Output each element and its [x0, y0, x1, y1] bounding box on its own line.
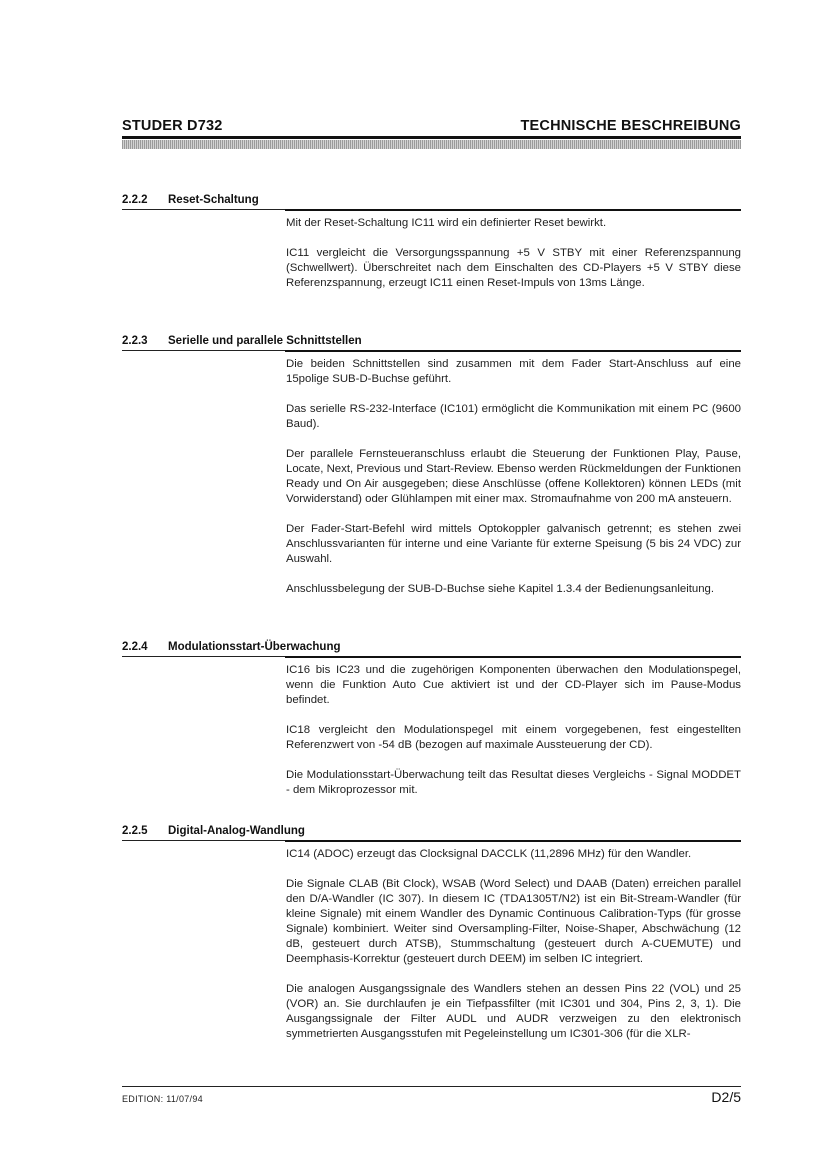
section-body: [286, 216, 741, 291]
paragraph: Die Signale CLAB (Bit Clock), WSAB (Word Select) und DAAB (Daten) erreichen parallel den D/A-Wandler (IC 307). In diesem IC (TDA1305T/N2) ist ein Bit-Stream-Wandler (für kleine Signale) mit einem Wandler des Dynamic Continuous Calibration-Typs (für grosse Signale) kombiniert. Weiter sind Oversampling-Filter, Noise-Shaper, Abschwächung (12 dB, gesteuert durch ATSB), Stummschaltung (gesteuert durch A-CUEMUTE) und Deemphasis-Korrektur (gesteuert durch DEEM) im selben IC integriert.: [286, 878, 741, 965]
section-body: [286, 847, 741, 1042]
footer-edition: EDITION: 11/07/94: [122, 1094, 203, 1104]
footer-page-number: D2/5: [711, 1089, 741, 1105]
section-number: 2.2.2: [122, 194, 148, 206]
paragraph: Die beiden Schnittstellen sind zusammen mit dem Fader Start-Anschluss auf eine 15polige SUB-D-Buchse geführt.: [286, 358, 741, 385]
header-band: [122, 140, 741, 149]
section-title: Modulationsstart-Überwachung: [168, 641, 341, 653]
section-title: Digital-Analog-Wandlung: [168, 825, 305, 837]
section-rule-accent: [285, 209, 741, 211]
footer-rule: [122, 1086, 741, 1087]
section-heading: [122, 335, 741, 351]
section-body: [286, 663, 741, 798]
paragraph: IC16 bis IC23 und die zugehörigen Komponenten überwachen den Modulationspegel, wenn die Funktion Auto Cue aktiviert ist und der CD-Player sich im Pause-Modus befindet.: [286, 664, 741, 706]
paragraph: Die Modulationsstart-Überwachung teilt das Resultat dieses Vergleichs - Signal MODDET - dem Mikroprozessor mit.: [286, 769, 741, 796]
section-modulation-start: [122, 641, 741, 798]
paragraph: IC11 vergleicht die Versorgungsspannung +5 V STBY mit einer Referenzspannung (Schwellwert). Überschreitet nach dem Einschalten des CD-Players +5 V STBY diese Referenzspannung, erzeugt IC11 einen Reset-Impuls von 13ms Länge.: [286, 247, 741, 289]
paragraph: Mit der Reset-Schaltung IC11 wird ein definierter Reset bewirkt.: [286, 217, 607, 229]
paragraph: IC14 (ADOC) erzeugt das Clocksignal DACCLK (11,2896 MHz) für den Wandler.: [286, 848, 692, 860]
section-dac: [122, 825, 741, 1042]
section-heading: [122, 641, 741, 657]
section-title: Reset-Schaltung: [168, 194, 259, 206]
section-body: [286, 357, 741, 597]
section-interfaces: [122, 335, 741, 597]
section-title: Serielle und parallele Schnittstellen: [168, 335, 362, 347]
paragraph: Das serielle RS-232-Interface (IC101) ermöglicht die Kommunikation mit einem PC (9600 Baud).: [286, 403, 741, 430]
paragraph: Der Fader-Start-Befehl wird mittels Optokoppler galvanisch getrennt; es stehen zwei Anschlussvarianten für interne und eine Variante für externe Speisung (5 bis 24 VDC) zur Auswahl.: [286, 523, 741, 565]
section-reset: [122, 194, 741, 291]
section-number: 2.2.3: [122, 335, 148, 347]
section-rule-accent: [285, 656, 741, 658]
header-chapter: TECHNISCHE BESCHREIBUNG: [520, 118, 741, 134]
section-number: 2.2.5: [122, 825, 148, 837]
header-product: STUDER D732: [122, 118, 223, 134]
paragraph: IC18 vergleicht den Modulationspegel mit einem vorgegebenen, fest eingestellten Referenzwert von -54 dB (bezogen auf maximale Aussteuerung der CD).: [286, 724, 741, 751]
section-number: 2.2.4: [122, 641, 148, 653]
paragraph: Die analogen Ausgangssignale des Wandlers stehen an dessen Pins 22 (VOL) und 25 (VOR) an. Sie durchlaufen je ein Tiefpassfilter (mit IC301 und 304, Pins 2, 3, 1). Die Ausgangssignale der Filter AUDL und AUDR verzweigen zu den elektronisch symmetrierten Ausgangsstufen mit Pegeleinstellung um IC301-306 (für die XLR-: [286, 983, 741, 1040]
paragraph: Anschlussbelegung der SUB-D-Buchse siehe Kapitel 1.3.4 der Bedienungsanleitung.: [286, 583, 715, 595]
section-heading: [122, 194, 741, 210]
page-header: [122, 118, 741, 138]
section-heading: [122, 825, 741, 841]
header-rule: [122, 136, 741, 139]
section-rule-accent: [285, 840, 741, 842]
paragraph: Der parallele Fernsteueranschluss erlaubt die Steuerung der Funktionen Play, Pause, Locate, Next, Previous und Start-Review. Ebenso werden Rückmeldungen der Funktionen Ready und On Air ausgegeben; diese Anschlüsse (offene Kollektoren) können LEDs (mit Vorwiderstand) oder Glühlampen mit einer max. Stromaufnahme von 200 mA ansteuern.: [286, 448, 741, 505]
section-rule-accent: [285, 350, 741, 352]
